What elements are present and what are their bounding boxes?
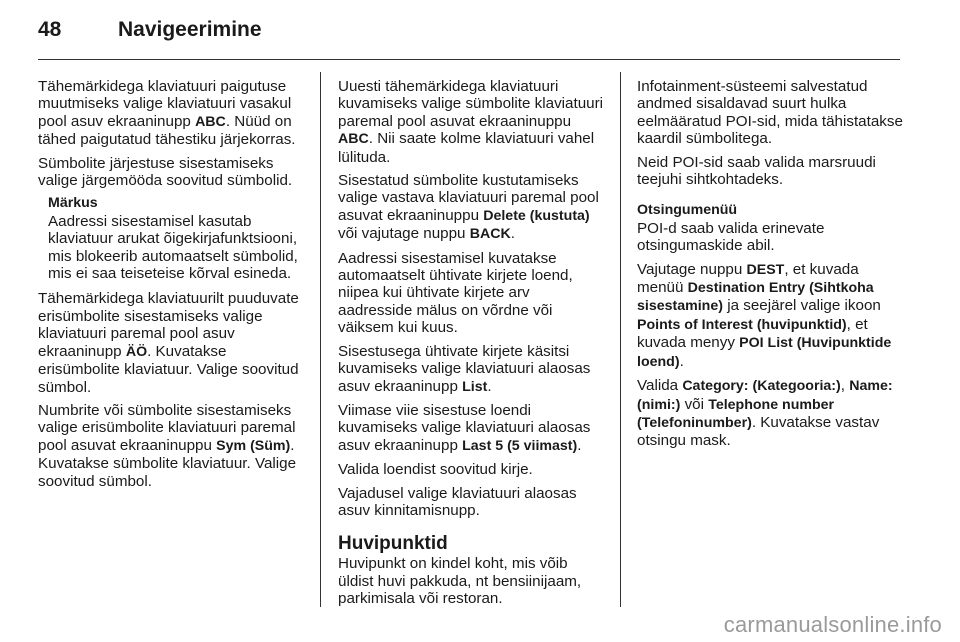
paragraph: Neid POI-sid saab valida marsruudi teejuhi sihtkohtadeks. <box>637 153 876 189</box>
page-title: Navigeerimine <box>118 18 262 41</box>
paragraph: Aadressi sisestamisel kuvatakse automaatselt ühtivate kirjete loend, niipea kui ühtivate kirjete arv aadresside mälus on võrdne või väiksem kui kuus. <box>338 249 573 337</box>
paragraph: Tähemärkidega klaviatuuri paigutuse muutmiseks valige klaviatuuri vasakul pool asuv ekraaninupp ABC. Nüüd on tähed paigutatud tähestiku järjekorras. <box>38 78 296 149</box>
text-column-1 <box>38 78 308 496</box>
paragraph: Numbrite või sümbolite sisestamiseks valige erisümbolite klaviatuuri paremal pool asuvat ekraaninuppu Sym (Süm). Kuvatakse sümbolite klaviatuur. Valige soovitud sümbol. <box>38 401 297 490</box>
page-header <box>38 18 262 42</box>
page-number: 48 <box>38 18 62 41</box>
paragraph: POI-d saab valida erinevate otsingumaskide abil. <box>637 219 825 255</box>
note-body: Aadressi sisestamisel kasutab klaviatuur arukat õigekirjafunktsiooni, mis blokeerib automaatselt sümbolid, mis ei saa teiseteise kõrval esineda. <box>48 212 298 283</box>
subheading: Otsingumenüü <box>637 202 738 219</box>
header-rule <box>38 59 900 60</box>
section-heading: Huvipunktid <box>338 533 448 555</box>
paragraph: Infotainment-süsteemi salvestatud andmed sisaldavad suurt hulka eelmääratud POI-sid, mida tähistatakse kaardil sümbolitega. <box>637 78 903 148</box>
column-divider-1 <box>320 72 321 607</box>
text-column-3 <box>637 78 905 456</box>
paragraph: Sümbolite järjestuse sisestamiseks valige järgemööda soovitud sümbolid. <box>38 154 293 190</box>
paragraph: Viimase viie sisestuse loendi kuvamiseks valige klaviatuuri alaosas asuv ekraaninupp Last 5 (5 viimast). <box>338 401 591 454</box>
paragraph: Tähemärkidega klaviatuurilt puuduvate erisümbolite sisestamiseks valige klaviatuuri paremal pool asuv ekraaninupp ÄÖ. Kuvatakse erisümbolite klaviatuur. Valige soovitud sümbol. <box>38 290 299 396</box>
paragraph: Vajutage nuppu DEST, et kuvada menüü Destination Entry (Sihtkoha sisestamine) ja seejärel valige ikoon Points of Interest (huvipunktid), et kuvada menyy POI List (Huvipunktide loend). <box>637 260 892 370</box>
note-title: Märkus <box>48 195 98 212</box>
paragraph: Valida Category: (Kategooria:), Name: (nimi:) või Telephone number (Telefoninumber). Kuvatakse vastav otsingu mask. <box>637 377 893 450</box>
paragraph: Valida loendist soovitud kirje. <box>338 461 533 479</box>
paragraph: Uuesti tähemärkidega klaviatuuri kuvamiseks valige sümbolite klaviatuuri paremal pool asuvat ekraaninuppu ABC. Nii saate kolme klaviatuuri vahel lülituda. <box>338 78 604 166</box>
text-column-2 <box>338 78 606 614</box>
paragraph: Sisestusega ühtivate kirjete käsitsi kuvamiseks valige klaviatuuri alaosas asuv ekraaninupp List. <box>338 342 591 395</box>
column-divider-2 <box>620 72 621 607</box>
watermark: carmanualsonline.info <box>723 612 942 637</box>
paragraph: Huvipunkt on kindel koht, mis võib üldist huvi pakkuda, nt bensiinijaam, parkimisala või restoran. <box>338 555 582 608</box>
paragraph: Vajadusel valige klaviatuuri alaosas asuv kinnitamisnupp. <box>338 484 577 519</box>
paragraph: Sisestatud sümbolite kustutamiseks valige vastava klaviatuuri paremal pool asuvat ekraaninuppu Delete (kustuta) või vajutage nuppu BACK. <box>338 172 599 243</box>
note-box <box>38 195 308 282</box>
